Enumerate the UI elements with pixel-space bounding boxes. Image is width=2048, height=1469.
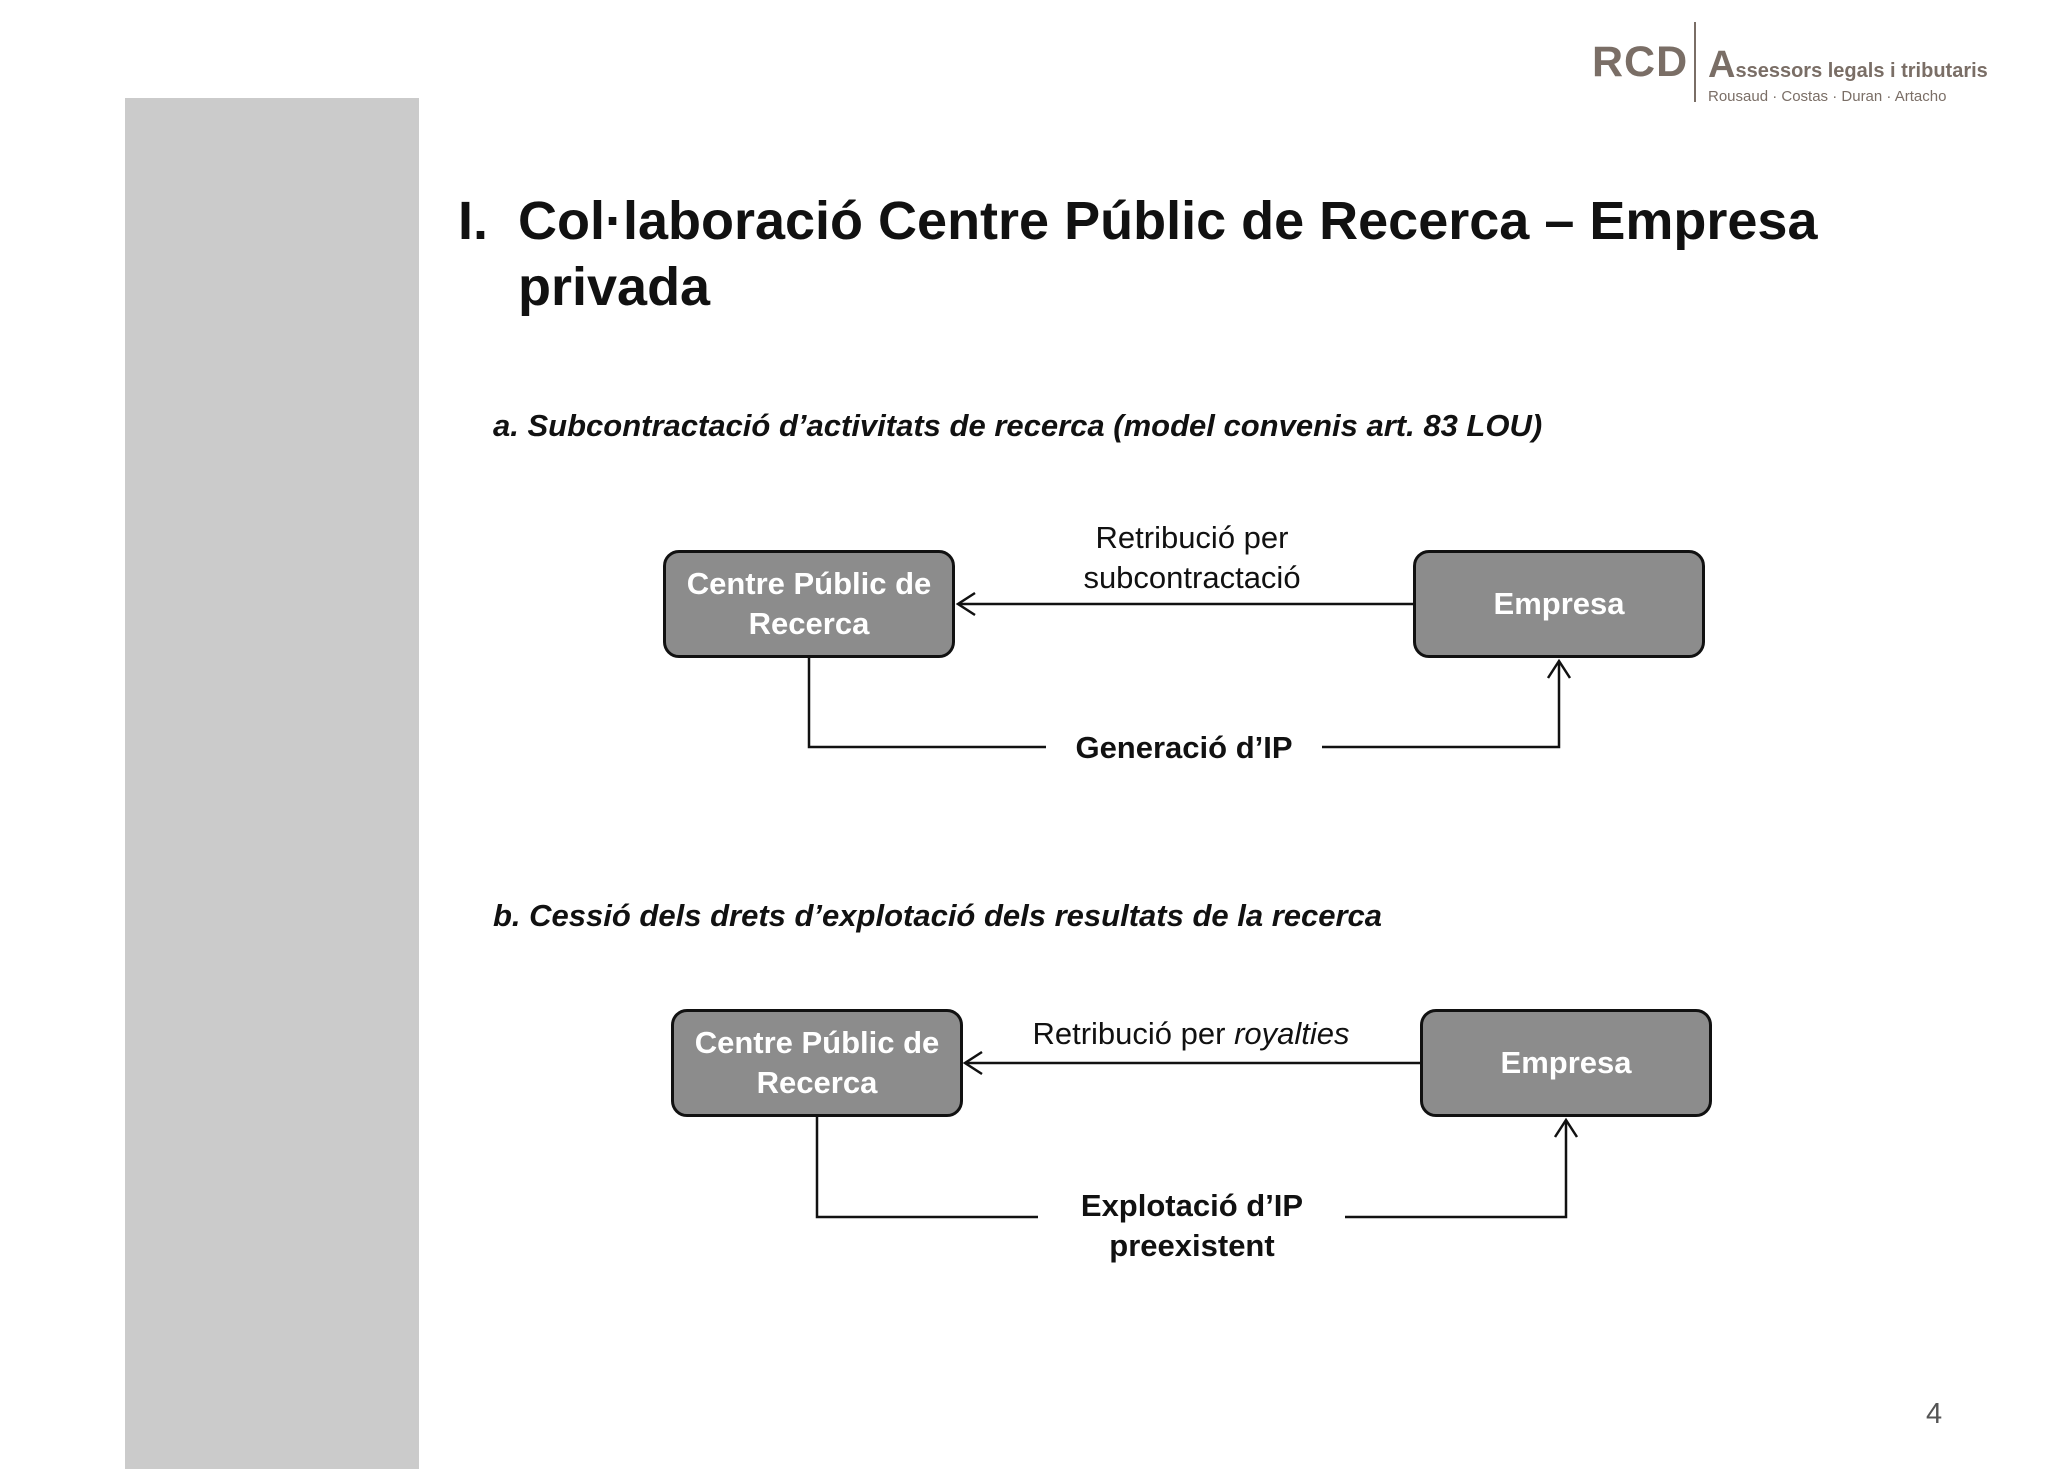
title-number: I.	[458, 191, 489, 251]
section-a-payment-line2: subcontractació	[1083, 560, 1301, 595]
section-b-royalties-arrowhead	[965, 1052, 982, 1074]
section-a-centre-label: Centre Públic de Recerca	[686, 566, 932, 641]
section-a-ip-path-left	[809, 658, 1046, 747]
logo-divider	[1694, 22, 1696, 102]
section-b-ip-path-right	[1345, 1121, 1566, 1217]
section-a-payment-label	[1042, 518, 1342, 598]
section-b-ip-label	[1040, 1186, 1344, 1266]
section-a-ip-arrowhead	[1548, 661, 1570, 678]
section-b-heading: b. Cessió dels drets d’explotació dels resultats de la recerca	[493, 898, 1383, 933]
sidebar-panel	[125, 98, 419, 1469]
section-a-ip-label: Generació d’IP	[1075, 730, 1293, 765]
logo-tagline	[1708, 44, 1988, 87]
page-number: 4	[1926, 1398, 1943, 1430]
section-b-centre-box	[671, 1009, 963, 1117]
section-b-royalties-prefix: Retribució per	[1032, 1016, 1235, 1051]
section-b-empresa-box	[1420, 1009, 1712, 1117]
logo-partners: Rousaud · Costas · Duran · Artacho	[1708, 88, 1947, 105]
section-b-ip-line2: preexistent	[1109, 1228, 1275, 1263]
section-b-royalties-label	[1016, 1014, 1366, 1054]
logo-tagline-initial: A	[1708, 44, 1736, 86]
section-b-centre-label: Centre Públic de Recerca	[694, 1025, 940, 1100]
section-a-ip-path-right	[1322, 662, 1559, 747]
section-b-ip-line1: Explotació d’IP	[1080, 1188, 1304, 1223]
logo-brand: RCD	[1592, 38, 1689, 86]
section-a-payment-arrowhead	[958, 593, 975, 615]
section-a-empresa-box	[1413, 550, 1705, 658]
company-logo	[1590, 18, 2000, 108]
section-b-royalties-italic: royalties	[1234, 1016, 1350, 1051]
logo-tagline-rest: ssessors legals i tributaris	[1735, 60, 1988, 82]
section-a-payment-line1: Retribució per	[1095, 520, 1289, 555]
section-a-empresa-label: Empresa	[1493, 586, 1625, 621]
title-text: Col·laboració Centre Públic de Recerca – Empresa privada	[518, 191, 1818, 317]
section-a-heading: a. Subcontractació d’activitats de recerca (model convenis art. 83 LOU)	[493, 408, 1543, 443]
section-b-ip-path-left	[817, 1117, 1038, 1217]
section-a-centre-box	[663, 550, 955, 658]
section-b-empresa-label: Empresa	[1500, 1045, 1632, 1080]
section-b-ip-arrowhead	[1555, 1120, 1577, 1137]
